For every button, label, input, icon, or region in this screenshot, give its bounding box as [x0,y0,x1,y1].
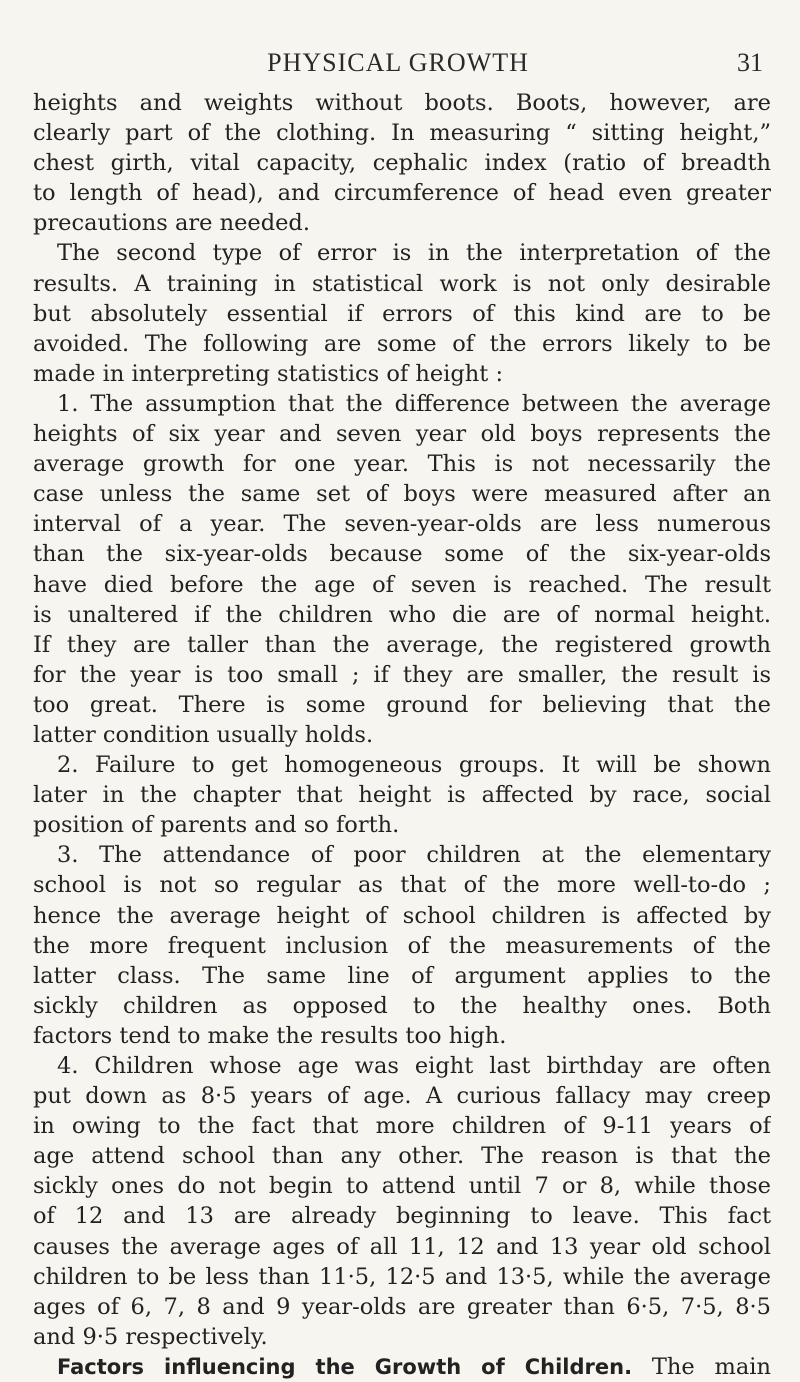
text-line: precautions are needed. [33,210,310,237]
text-line: causes the average ages of all 11, 12 and 13 year old school [33,1233,771,1260]
text-line: latter class. The same line of argument applies to the [33,962,771,989]
section-text: The main [632,1353,771,1380]
text-line: clearly part of the clothing. In measuring “ sitting height,” [33,120,771,147]
body-text [33,88,771,1382]
text-line: in owing to the fact that more children of 9-11 years of [33,1113,771,1140]
text-line: than the six-year-olds because some of the six-year-olds [33,541,771,568]
text-line: for the year is too small ; if they are smaller, the result is [33,661,771,688]
text-line: made in interpreting statistics of height : [33,360,504,387]
text-line: school is not so regular as that of the more well-to-do ; [33,872,771,899]
text-line: have died before the age of seven is reached. The result [33,571,771,598]
running-head: PHYSICAL GROWTH [267,48,529,77]
text-line: avoided. The following are some of the errors likely to be [33,330,771,357]
page-header [33,48,763,82]
text-line: chest girth, vital capacity, cephalic index (ratio of breadth [33,150,771,177]
text-line: heights of six year and seven year old boys represents the [33,421,771,448]
text-line: The second type of error is in the interpretation of the [57,240,771,267]
text-line: case unless the same set of boys were measured after an [33,481,771,508]
text-line: ages of 6, 7, 8 and 9 year-olds are greater than 6·5, 7·5, 8·5 [33,1293,771,1320]
text-line [33,1352,771,1382]
text-line: but absolutely essential if errors of this kind are to be [33,300,771,327]
text-line: 1. The assumption that the difference between the average [57,390,771,417]
text-line: average growth for one year. This is not necessarily the [33,451,771,478]
text-line: age attend school than any other. The reason is that the [33,1143,771,1170]
text-line: position of parents and so forth. [33,812,400,839]
text-line: hence the average height of school children is affected by [33,902,771,929]
text-line: sickly ones do not begin to attend until 7 or 8, while those [33,1173,771,1200]
text-line: to length of head), and circumference of head even greater [33,180,771,207]
text-line: If they are taller than the average, the registered growth [33,631,771,658]
text-line: too great. There is some ground for believing that the [33,691,771,718]
text-line: is unaltered if the children who die are of normal height. [33,601,771,628]
text-line: later in the chapter that height is affected by race, social [33,782,771,809]
text-line: sickly children as opposed to the healthy ones. Both [33,992,771,1019]
text-line: factors tend to make the results too high. [33,1022,507,1049]
text-line: the more frequent inclusion of the measurements of the [33,932,771,959]
text-line: interval of a year. The seven-year-olds are less numerous [33,511,771,538]
text-line: put down as 8·5 years of age. A curious fallacy may creep [33,1083,771,1110]
text-line: and 9·5 respectively. [33,1323,268,1350]
section-heading: Factors influencing the Growth of Children. [57,1354,633,1379]
text-line: results. A training in statistical work is not only desirable [33,270,771,297]
text-line: latter condition usually holds. [33,721,374,748]
text-line: children to be less than 11·5, 12·5 and 13·5, while the average [33,1263,771,1290]
text-line: 2. Failure to get homogeneous groups. It will be shown [57,752,771,779]
text-line: of 12 and 13 are already beginning to leave. This fact [33,1203,771,1230]
text-line: heights and weights without boots. Boots, however, are [33,90,771,116]
page-number: 31 [737,48,763,77]
text-line: 4. Children whose age was eight last birthday are often [57,1053,771,1079]
text-line: 3. The attendance of poor children at the elementary [57,842,771,869]
